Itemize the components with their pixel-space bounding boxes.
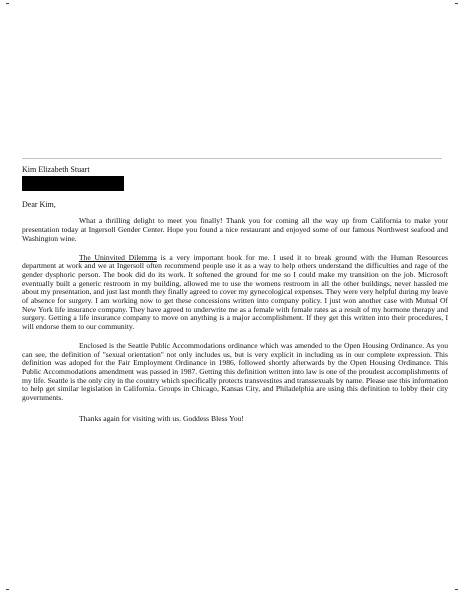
paragraph-text: What a thrilling delight to meet you finally! Thank you for coming all the way up from California to make your presentation today at Ingersoll Gender Center. Hope you found a nice restaurant and enjoyed some of our famous Northwest seafood and Washington wine. <box>22 216 448 243</box>
paragraph-text: is a very important book for me. I used it to break ground with the Human Resources department at work and we at Ingersoll often recommend people use it as a way to help others understand the difficulties and rage of the gender dysphoric person. The book did do its work. It softened the ground for me so I could make my transition on the job. Microsoft eventually built a generic restroom in my building, allowed me to use the womens restroom in all the other buildings, never hassled me about my presentation, and just last month they finally agreed to cover my gynecological expenses. They were very helpful during my leave of absence for surgery. I am working now to get these concessions written into company policy. I just won another case with Mutual Of New York life insurance company. They have agreed to underwrite me as a female with female rates as a result of my hormone therapy and surgery. Getting a life insurance company to move on anything is a major accomplishment. If they get this written into their procedures, I will endorse them to our community. <box>22 252 448 332</box>
paragraph-greeting <box>22 217 448 243</box>
scan-corner-mark <box>6 3 9 4</box>
letter-body <box>22 166 448 423</box>
book-title: The Uninvited Dilemma <box>79 252 157 262</box>
paragraph-text: Enclosed is the Seattle Public Accommodations ordinance which was amended to the Open Housing Ordinance. As you can see, the definition of "sexual orientation" not only includes us, but is very explicit in including us in our complete expression. This definition was adoped for the Fair Employment Ordinance in 1986, followed shortly afterwards by the Open Housing Ordinance. This Public Accommodations amendment was passed in 1987. Getting this definition written into law is one of the proudest accomplishments of my life. Seattle is the only city in the country which specifically protects transvestites and transsexuals by name. Please use this information to help get similar legislation in California. Groups in Chicago, Kansas City, and Philadelphia are using this definition to lobby their city governments. <box>22 340 448 403</box>
scan-corner-mark <box>455 589 458 590</box>
redacted-address-block <box>22 176 124 191</box>
paragraph-book <box>22 254 448 332</box>
closing-line: Thanks again for visiting with us. Goddess Bless You! <box>79 413 244 423</box>
recipient-name: Kim Elizabeth Stuart <box>22 165 90 174</box>
paragraph-ordinance <box>22 342 448 403</box>
fold-line <box>22 158 442 159</box>
salutation: Dear Kim, <box>22 199 56 209</box>
scan-corner-mark <box>6 589 9 590</box>
scan-corner-mark <box>455 3 458 4</box>
